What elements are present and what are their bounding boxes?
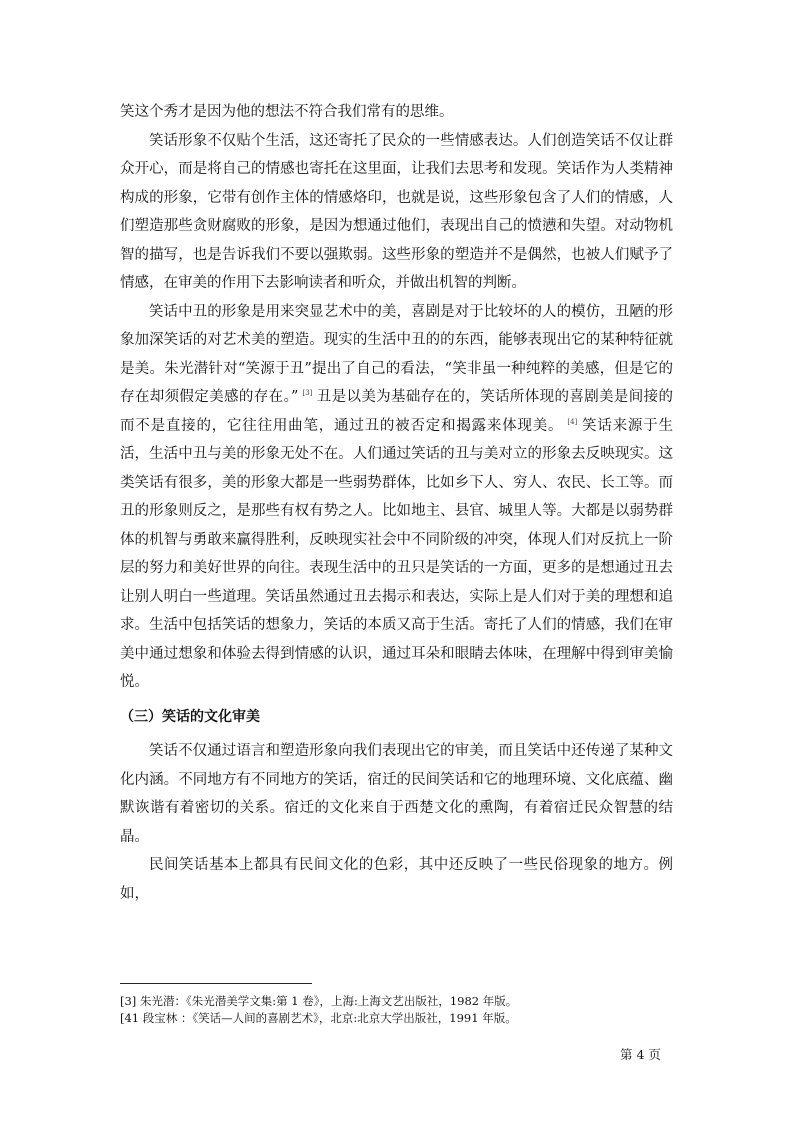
- footnote-ref-4[interactable]: [4]: [567, 417, 578, 426]
- footnotes: [120, 993, 680, 1027]
- paragraph-5: 民间笑话基本上都具有民间文化的色彩，其中还反映了一些民俗现象的地方。例如，: [120, 857, 673, 902]
- paragraph-3-part-b: 丑是以美为基础存在的，笑话所体现的喜剧美是间接的而不是直接的，它往往用曲笔，通过丑的被否定和揭露来体现美。: [120, 389, 673, 434]
- footnote-3: [3] 朱光潜：《朱光潜美学文集:第 1 卷》，上海:上海文艺出版社，1982 年版。: [120, 994, 518, 1008]
- footnote-4: [41 段宝林 ：《笑话—人间的喜剧艺术》，北京:北京大学出版社，1991 年版。: [120, 1011, 517, 1025]
- page-number: 第 4 页: [620, 1047, 661, 1062]
- paragraph-3-part-a: 笑话中丑的形象是用来突显艺术中的美，喜剧是对于比较坏的人的模仿，丑陋的形象加深笑话的对艺术美的塑造。现实的生活中丑的的东西，能够表现出它的某种特征就是美。朱光潜针对“笑源于丑”提出了自己的看法，“笑非虽一种纯粹的美感，但是它的存在却须假定美感的存在。”: [120, 303, 673, 405]
- section-heading: （三）笑话的文化审美: [120, 708, 260, 725]
- body-text: [120, 98, 673, 908]
- footnote-divider: [120, 983, 312, 984]
- paragraph-4: 笑话不仅通过语言和塑造形象向我们表现出它的审美，而且笑话中还传递了某种文化内涵。不同地方有不同地方的笑话，宿迁的民间笑话和它的地理环境、文化底蕴、幽默诙谐有着密切的关系。宿迁的文化来自于西楚文化的熏陶，有着宿迁民众智慧的结晶。: [120, 743, 673, 845]
- footnote-ref-3[interactable]: [3]: [302, 389, 313, 397]
- paragraph-3-part-c: 笑话来源于生活，生活中丑与美的形象无处不在。人们通过笑话的丑与美对立的形象去反映现实。这类笑话有很多，美的形象大都是一些弱势群体，比如乡下人、穷人、农民、长工等。而丑的形象则反之，是那些有权有势之人。比如地主、县官、城里人等。大都是以弱势群体的机智与勇敢来赢得胜利，反映现实社会中不同阶级的冲突，体现人们对反抗上一阶层的努力和美好世界的向往。表现生活中的丑只是笑话的一方面，更多的是想通过丑去让别人明白一些道理。笑话虽然通过丑去揭示和表达，实际上是人们对于美的理想和追求。生活中包括笑话的想象力，笑话的本质又高于生活。寄托了人们的情感，我们在审美中通过想象和体验去得到情感的认识，通过耳朵和眼睛去体味，在理解中得到审美愉悦。: [120, 417, 674, 690]
- paragraph-3: [120, 298, 673, 697]
- paragraph-1: 笑这个秀才是因为他的想法不符合我们常有的思维。: [120, 104, 454, 120]
- paragraph-2: 笑话形象不仅贴个生活，这还寄托了民众的一些情感表达。人们创造笑话不仅让群众开心，而是将自己的情感也寄托在这里面，让我们去思考和发现。笑话作为人类精神构成的形象，它带有创作主体的情感烙印，也就是说，这些形象包含了人们的情感，人们塑造那些贪财腐败的形象，是因为想通过他们，表现出自己的愤懑和失望。对动物机智的描写，也是告诉我们不要以强欺弱。这些形象的塑造并不是偶然，也被人们赋予了情感，在审美的作用下去影响读者和听众，并做出机智的判断。: [120, 132, 673, 291]
